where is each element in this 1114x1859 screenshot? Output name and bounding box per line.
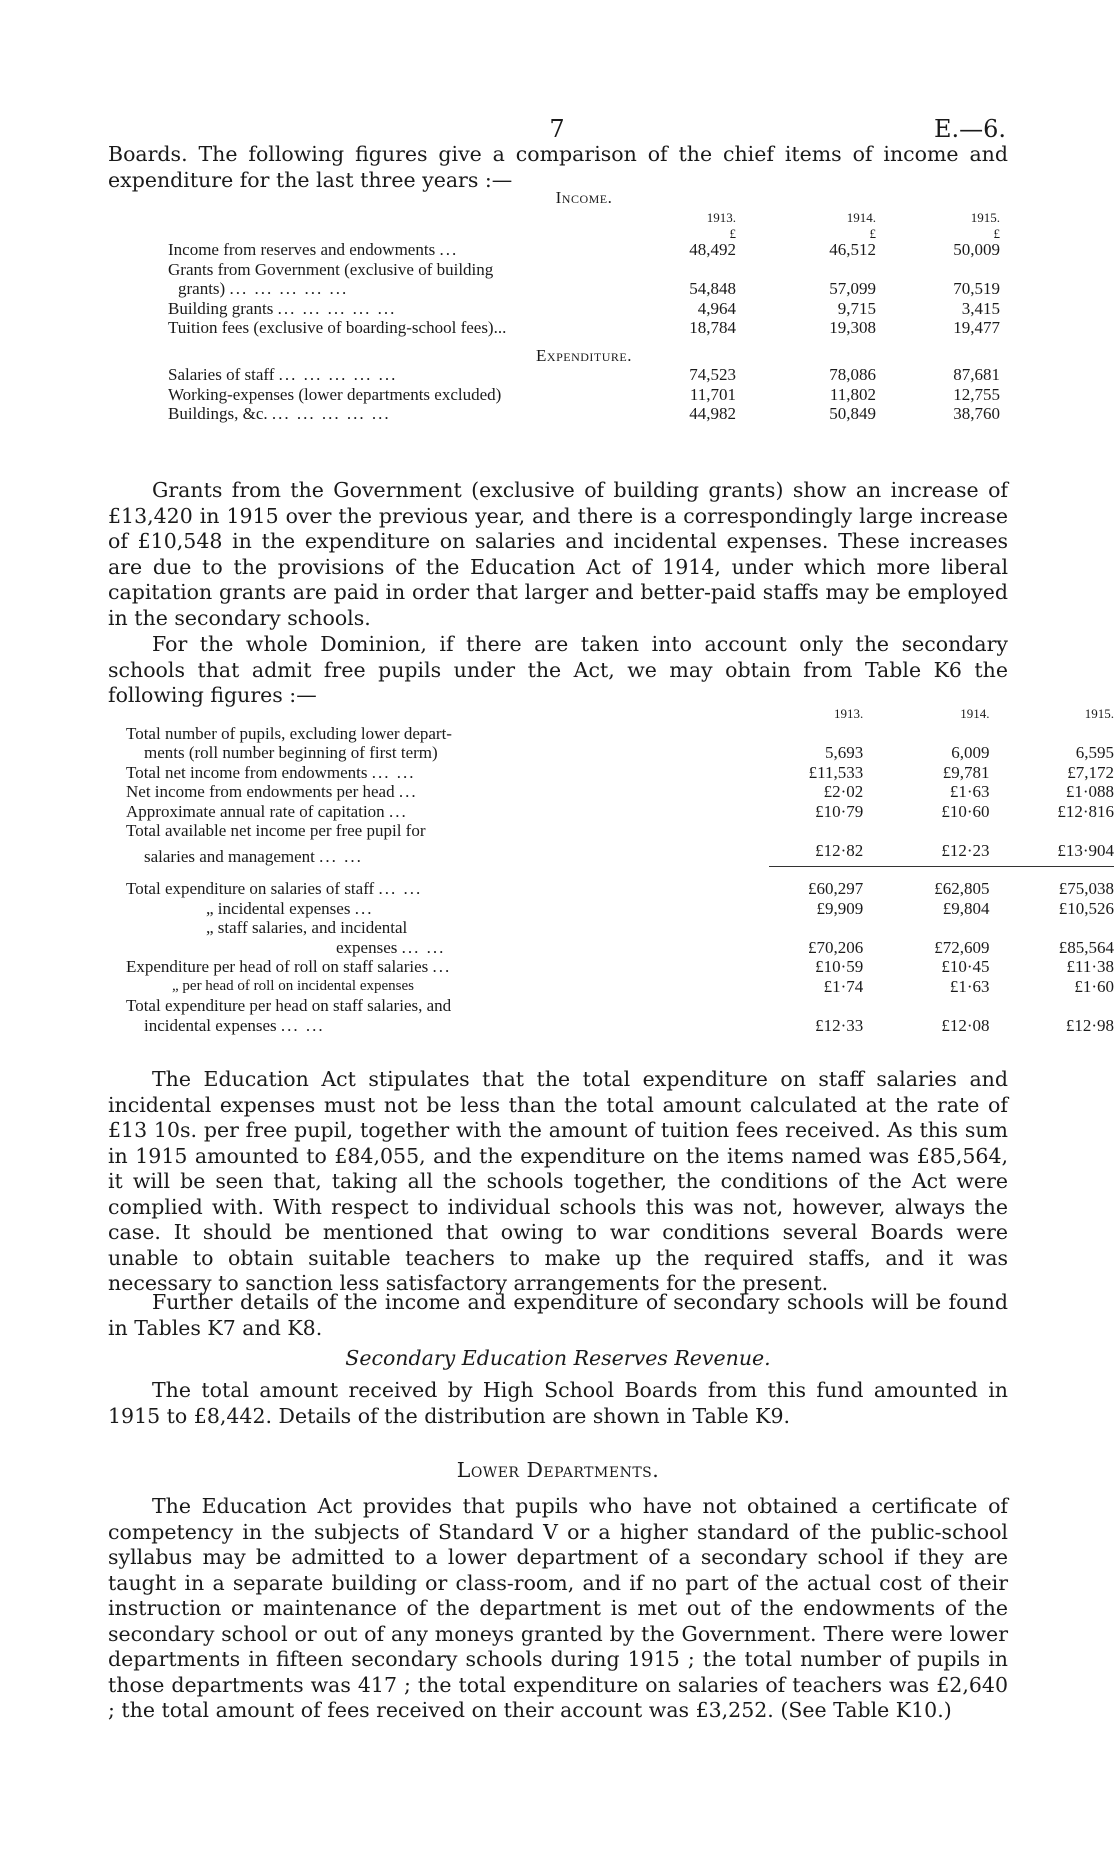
page-number: 7 xyxy=(549,115,565,143)
year-header: 1914. xyxy=(960,706,990,721)
table-row: „ incidental expenses ... £9,909 £9,804 £10,526 xyxy=(206,898,1114,918)
dominion-table xyxy=(126,704,1114,1035)
unit-label: £ xyxy=(993,226,1000,241)
paragraph-dominion: For the whole Dominion, if there are taken into account only the secondary schools that admit free pupils under the Act, we may obtain from Table K6 the following figures :— xyxy=(108,632,1008,707)
year-header: 1913. xyxy=(706,209,736,225)
table-row: Buildings, &c. ... ... ... ... ... 44,982 50,849 38,760 xyxy=(168,404,1000,423)
intro-text: Boards. The following figures give a comparison of the chief items of income and expenditure for the last three years :— xyxy=(108,142,1008,192)
heading-reserves-revenue: Secondary Education Reserves Revenue. xyxy=(345,1346,771,1370)
unit-label: £ xyxy=(869,226,876,241)
table-row: Total net income from endowments ... ... £11,533 £9,781 £7,172 xyxy=(126,762,1114,782)
table-row: Total expenditure per head on staff salaries, and xyxy=(126,996,452,1015)
table-row: Income from reserves and endowments ... 48,492 46,512 50,009 xyxy=(168,240,1000,259)
year-header: 1914. xyxy=(846,209,876,225)
document-code: E.—6. xyxy=(933,115,1006,143)
intro-paragraph xyxy=(108,142,1008,193)
paragraph-lower-departments: The Education Act provides that pupils who have not obtained a certificate of competency in the subjects of Standard V or a higher standard of the public-school syllabus may be admitted to a lower department of a secondary school if they are taught in a separate building or class-room, and if no part of the actual cost of their instruction or maintenance of the department is met out of the endowments of the secondary school or out of any moneys granted by the Government. There were lower departments in fifteen secondary schools during 1915 ; the total number of pupils in those departments was 417 ; the total expenditure on salaries of teachers was £2,640 ; the total amount of fees received on their account was £3,252. (See Table K10.) xyxy=(108,1494,1008,1722)
table-row: incidental expenses ... ... £12·33 £12·08 £12·98 xyxy=(144,1015,1114,1035)
table-row: ments (roll number beginning of first term) 5,693 6,009 6,595 xyxy=(144,743,1114,762)
year-header: 1915. xyxy=(1084,706,1114,721)
table-row: Total expenditure on salaries of staff ... ... £60,297 £62,805 £75,038 xyxy=(126,879,1114,898)
table-row: salaries and management ... ... £12·82 £12·23 £13·904 xyxy=(144,840,1114,866)
heading-lower-departments: Lower Departments. xyxy=(456,1458,660,1482)
table-row: Total number of pupils, excluding lower depart- xyxy=(126,723,452,743)
paragraph-grants: Grants from the Government (exclusive of building grants) show an increase of £13,420 in 1915 over the previous year, and there is a correspondingly large increase of £10,548 in the expenditure on salaries and incidental expenses. These increases are due to the provisions of the Education Act of 1914, under which more liberal capitation grants are paid in order that larger and better-paid staffs may be employed in the secondary schools. xyxy=(108,478,1008,630)
unit-label: £ xyxy=(729,226,736,241)
table-row: Tuition fees (exclusive of boarding-school fees)... 18,784 19,308 19,477 xyxy=(168,318,1000,337)
paragraph-education-act: The Education Act stipulates that the total expenditure on staff salaries and incidental expenses must not be less than the total amount calculated at the rate of £13 10s. per free pupil, together with the amount of tuition fees received. As this sum in 1915 amounted to £84,055, and the expenditure on the items named was £85,564, it will be seen that, taking all the schools together, the conditions of the Act were complied with. With respect to individual schools this was not, however, always the case. It should be mentioned that owing to war conditions several Boards were unable to obtain suitable teachers to make up the required staffs, and it was necessary to sanction less satisfactory arrangements for the present. xyxy=(108,1067,1008,1295)
expenditure-heading: Expenditure. xyxy=(536,345,632,365)
table-row: Net income from endowments per head ... £2·02 £1·63 £1·088 xyxy=(126,782,1114,801)
income-heading: Income. xyxy=(555,188,613,207)
table-row: Building grants ... ... ... ... ... 4,964 9,715 3,415 xyxy=(168,298,1000,318)
table-row: „ staff salaries, and incidental xyxy=(206,918,408,937)
year-header: 1915. xyxy=(970,209,1000,225)
table-row: expenses ... ... £70,206 £72,609 £85,564 xyxy=(336,937,1114,957)
income-expenditure-table xyxy=(168,188,1000,424)
table-row: Total available net income per free pupil for xyxy=(126,821,426,840)
table-row: Working-expenses (lower departments excluded) 11,701 11,802 12,755 xyxy=(168,384,1000,404)
table-row: Grants from Government (exclusive of building xyxy=(168,259,494,279)
paragraph-further-details: Further details of the income and expenditure of secondary schools will be found in Tables K7 and K8. xyxy=(108,1290,1008,1340)
paragraph-reserves: The total amount received by High School Boards from this fund amounted in 1915 to £8,442. Details of the distribution are shown in Table K9. xyxy=(108,1378,1008,1428)
table-row: „ per head of roll on incidental expenses £1·74 £1·63 £1·60 xyxy=(172,976,1114,996)
table-row: Expenditure per head of roll on staff salaries ... £10·59 £10·45 £11·38 xyxy=(126,957,1114,976)
table-row: Salaries of staff ... ... ... ... ... 74,523 78,086 87,681 xyxy=(168,365,1000,384)
table-row: Approximate annual rate of capitation ... £10·79 £10·60 £12·816 xyxy=(126,801,1114,821)
year-header: 1913. xyxy=(834,706,864,721)
table-row: grants) ... ... ... ... ... 54,848 57,099 70,519 xyxy=(178,279,1000,298)
